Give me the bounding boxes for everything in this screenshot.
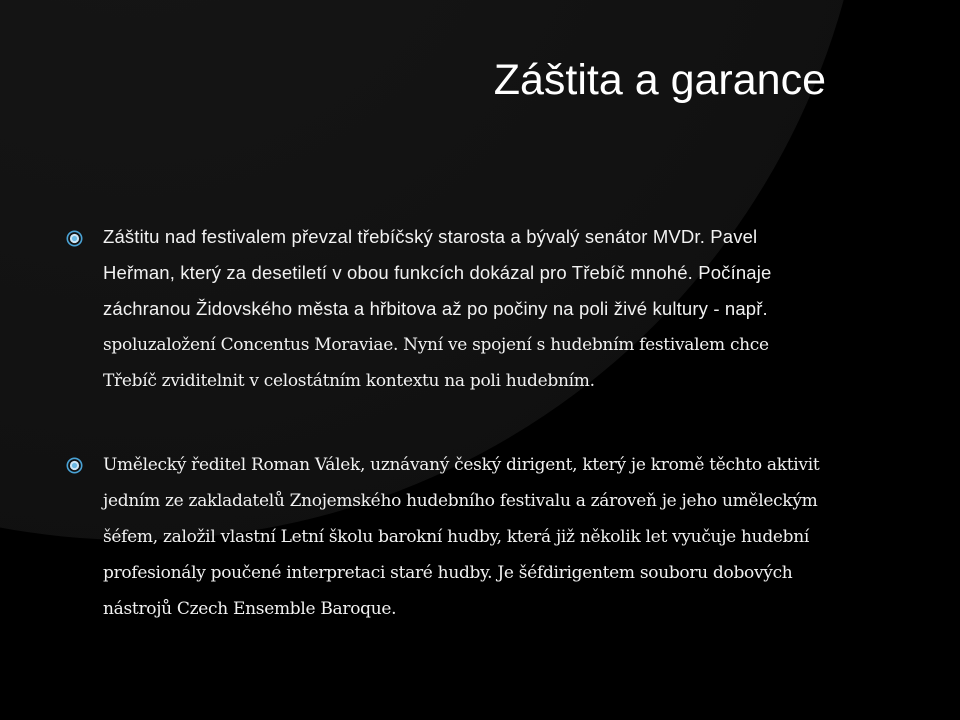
bullet-text xyxy=(103,219,826,399)
bullet-item-artistic-director xyxy=(66,446,826,627)
slide-title: Záštita a garance xyxy=(493,56,826,104)
bullet-item-patronage xyxy=(66,219,826,399)
bullet-text-run-sans: Záštitu nad festivalem převzal třebíčský starosta a bývalý senátor MVDr. Pavel Heřman, který za desetiletí v obou funkcích dokázal pro Třebíč mnohé. Počínaje záchranou Židovského města a hřbitova až po počiny na poli živé kultury - např. xyxy=(103,226,772,319)
target-bullet-icon xyxy=(66,457,83,474)
bullet-text-run-serif: Umělecký ředitel Roman Válek, uznávaný český dirigent, který je kromě těchto aktivit jedním ze zakladatelů Znojemského hudebního festivalu a zároveň je jeho uměleckým šéfem, založil vlastní Letní školu barokní hudby, která již několik let vyučuje hudební profesionály poučené interpretaci staré hudby. Je šéfdirigentem souboru dobových nástrojů Czech Ensemble Baroque. xyxy=(103,455,820,619)
bullet-text-run-serif: spoluzaložení Concentus Moraviae. Nyní ve spojení s hudebním festivalem chce Třebíč zviditelnit v celostátním kontextu na poli hudebním. xyxy=(103,335,769,391)
target-bullet-icon xyxy=(66,230,83,247)
bullet-text xyxy=(103,446,826,627)
